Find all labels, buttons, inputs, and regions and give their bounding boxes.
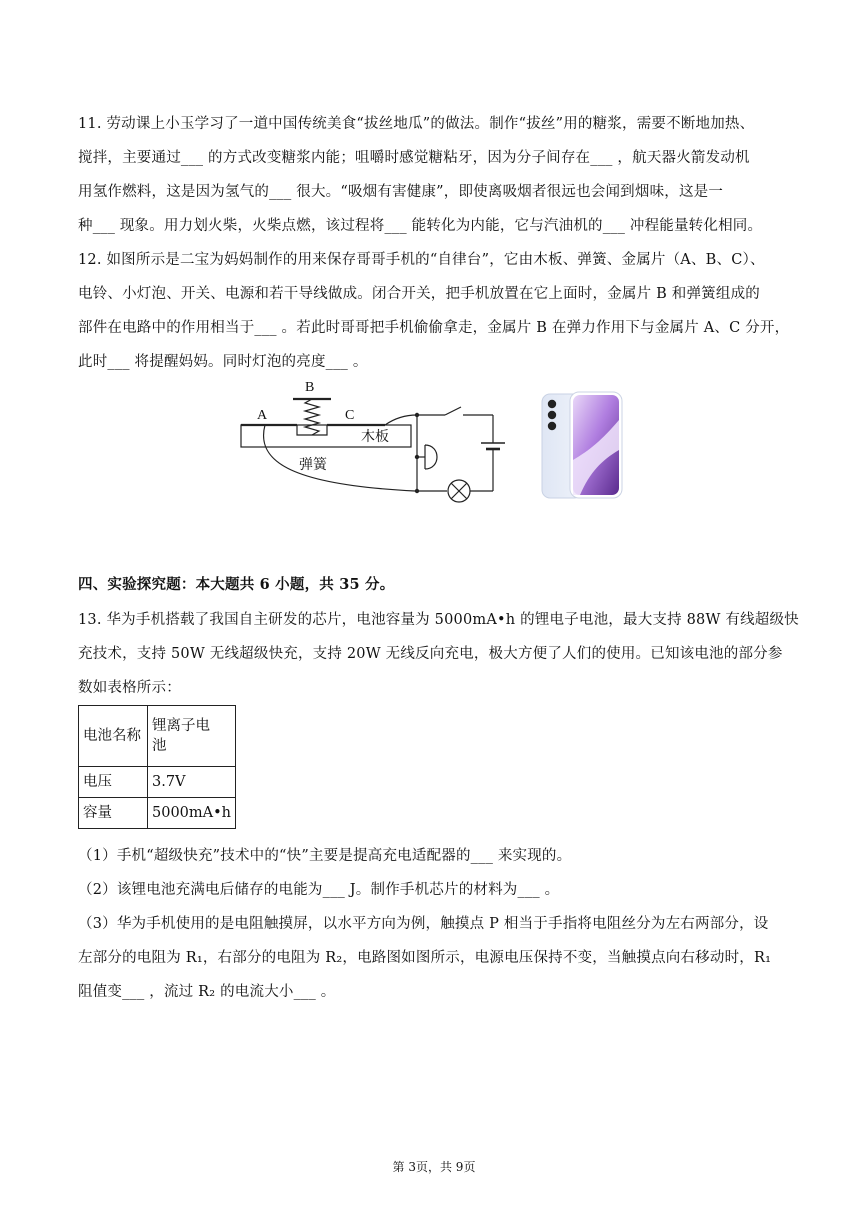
label-b: B [305, 380, 315, 395]
camera-lens-icon [548, 400, 556, 408]
q13-sub-1: （1）手机“超级快充”技术中的“快”主要是提高充电适配器的___ 来实现的。 [78, 848, 572, 864]
q11-line-1: 11. 劳动课上小玉学习了一道中国传统美食“拔丝地瓜”的做法。制作“拔丝”用的糖浆，需要不断地加热、 [78, 116, 755, 132]
q13-sub-3-line-3: 阻值变___ ，流过 R₂ 的电流大小___ 。 [78, 984, 336, 1000]
switch-icon [445, 407, 461, 415]
table-row [79, 767, 236, 798]
q13-line-3: 数如表格所示： [78, 680, 181, 696]
label-a: A [257, 408, 268, 423]
phone-illustration [540, 390, 626, 502]
page-footer: 第 3页，共 9页 [392, 1160, 476, 1174]
q12-line-3: 部件在电路中的作用相当于___ 。若此时哥哥把手机偷偷拿走，金属片 B 在弹力作用下与金属片 A、C 分开， [78, 320, 790, 336]
table-cell-value: 5000mA•h [148, 798, 236, 829]
battery-parameter-table [78, 705, 236, 829]
bell-icon [425, 445, 437, 469]
q11-line-4: 种___ 现象。用力划火柴，火柴点燃，该过程将___ 能转化为内能，它与汽油机的___ 冲程能量转化相同。 [78, 218, 763, 234]
table-cell-key: 电池名称 [79, 706, 148, 767]
table-cell-value: 3.7V [148, 767, 236, 798]
table-row [79, 798, 236, 829]
q11-line-3: 用氢作燃料，这是因为氢气的___ 很大。“吸烟有害健康”，即使离吸烟者很远也会闻到烟味，这是一 [78, 184, 724, 200]
q13-sub-2: （2）该锂电池充满电后储存的电能为___ J。制作手机芯片的材料为___ 。 [78, 882, 560, 898]
label-spring: 弹簧 [299, 458, 327, 473]
q13-line-2: 充技术，支持 50W 无线超级快充，支持 20W 无线反向充电，极大方便了人们的使用。已知该电池的部分参 [78, 646, 783, 662]
section-heading: 四、实验探究题：本大题共 6 小题，共 35 分。 [78, 576, 395, 593]
q13-sub-3-line-2: 左部分的电阻为 R₁，右部分的电阻为 R₂，电路图如图所示，电源电压保持不变，当触摸点向右移动时，R₁ [78, 950, 772, 966]
label-board: 木板 [361, 430, 389, 445]
q12-line-2: 电铃、小灯泡、开关、电源和若干导线做成。闭合开关，把手机放置在它上面时，金属片 B 和弹簧组成的 [78, 286, 760, 302]
q13-sub-3-line-1: （3）华为手机使用的是电阻触摸屏，以水平方向为例，触摸点 P 相当于手指将电阻丝分为左右两部分，设 [78, 916, 769, 932]
table-cell-key: 容量 [79, 798, 148, 829]
q12-line-1: 12. 如图所示是二宝为妈妈制作的用来保存哥哥手机的“自律台”，它由木板、弹簧、金属片（A、B、C）、 [78, 252, 765, 268]
q13-line-1: 13. 华为手机搭载了我国自主研发的芯片，电池容量为 5000mA•h 的锂电子电池，最大支持 88W 有线超级快 [78, 612, 799, 628]
q11-line-2: 搅拌，主要通过___ 的方式改变糖浆内能；咀嚼时感觉糖粘牙，因为分子间存在___ ，航天器火箭发动机 [78, 150, 750, 166]
q12-line-4: 此时___ 将提醒妈妈。同时灯泡的亮度___ 。 [78, 354, 368, 370]
circuit-diagram [235, 373, 515, 503]
table-cell-value: 锂离子电 池 [148, 706, 236, 767]
table-cell-key: 电压 [79, 767, 148, 798]
table-row [79, 706, 236, 767]
spring-icon [305, 399, 319, 435]
label-c: C [345, 408, 355, 423]
